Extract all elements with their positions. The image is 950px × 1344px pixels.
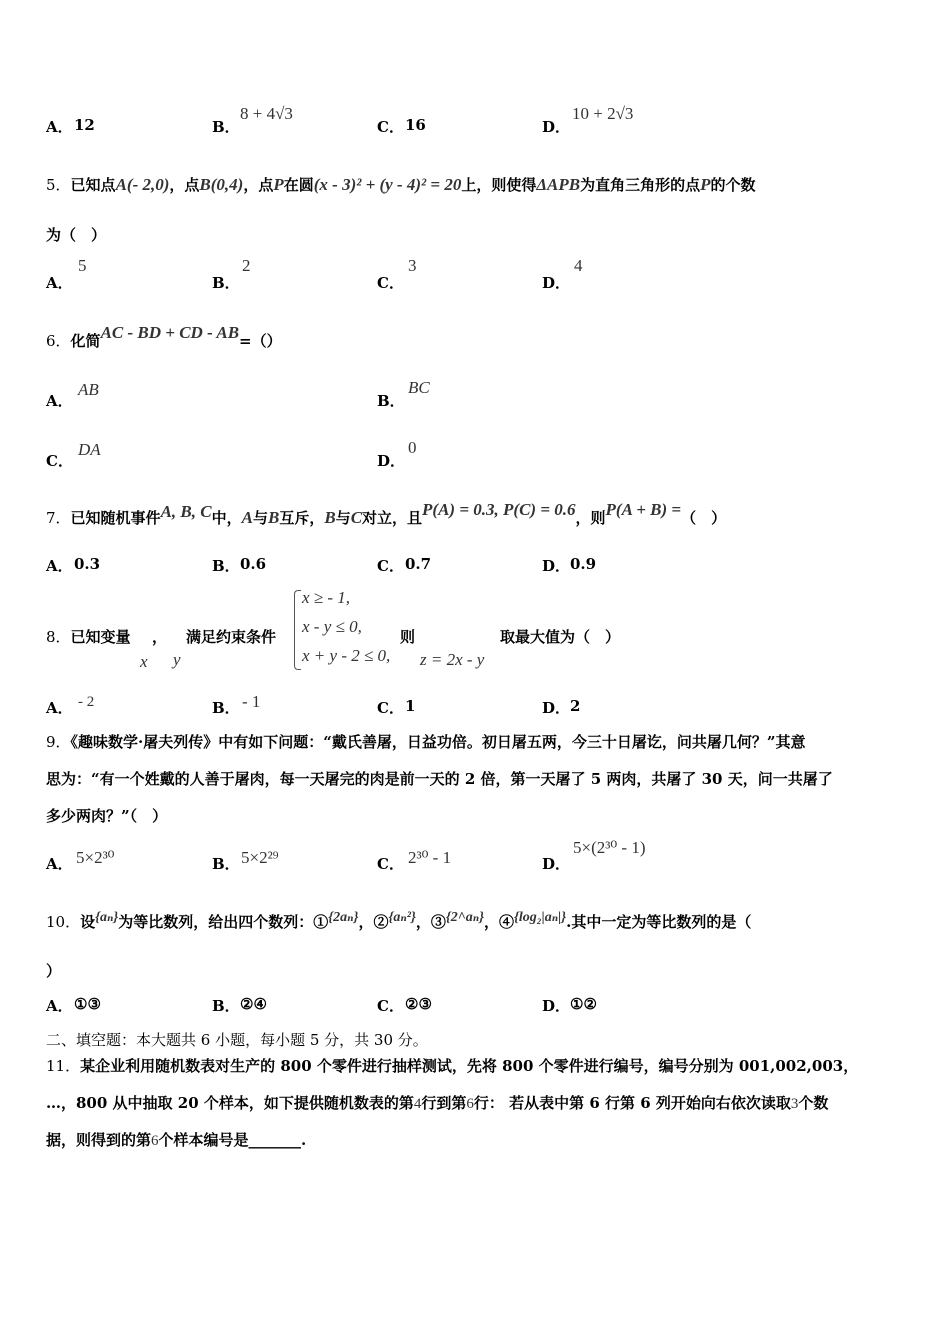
q5-math-p2: P bbox=[700, 175, 711, 194]
q8-option-b-label: B． bbox=[212, 699, 240, 717]
q5-option-d-label: D． bbox=[542, 274, 571, 292]
q11-text: 某企业利用随机数表对生产的 800 个零件进行抽样测试，先将 800 个零件进行编号，编号分别为 001,002,003， bbox=[80, 1057, 859, 1075]
q9-stem-line2: 思为：“有一个姓戴的人善于屠肉，每一天屠完的肉是前一天的 2 倍，第一天屠了 5 两肉，共屠了 30 天，问一共屠了 bbox=[46, 770, 833, 788]
q6-option-d-value: 0 bbox=[408, 438, 417, 457]
q9-option-c-value: 2³⁰ - 1 bbox=[408, 848, 452, 867]
q8-option-c-label: C． bbox=[377, 699, 404, 717]
q9-option-c-label: C． bbox=[377, 855, 404, 873]
q7-math-c: C bbox=[350, 508, 363, 527]
q10-option-c-label: C． bbox=[377, 997, 404, 1015]
q10-option-a-label: A． bbox=[46, 997, 73, 1015]
q10-text: ，③ bbox=[415, 913, 446, 931]
q11-text: 个数 bbox=[798, 1094, 829, 1112]
q5-option-b-value: 2 bbox=[242, 256, 251, 275]
q5-stem-line2: 为（ ） bbox=[46, 226, 107, 244]
q5-number: 5． bbox=[46, 176, 71, 194]
q7-text: ，则 bbox=[575, 509, 606, 527]
q11-text: 行到第 bbox=[421, 1094, 467, 1112]
q10-text: ，② bbox=[358, 913, 389, 931]
q10-stem-line2: ） bbox=[46, 962, 62, 980]
q5-text: 已知点 bbox=[70, 176, 116, 194]
q9-number: 9． bbox=[46, 733, 71, 751]
q7-text: 已知随机事件 bbox=[70, 509, 161, 527]
q7-text: 与 bbox=[335, 509, 351, 527]
q8-option-d-value: 2 bbox=[570, 697, 581, 715]
q8-then: 则 bbox=[400, 628, 416, 646]
q11-text: 据，则得到的第 bbox=[46, 1131, 152, 1149]
q8-option-b-value: - 1 bbox=[242, 692, 261, 711]
q11-text: 行： 若从表中第 6 行第 6 列开始向右依次读取 bbox=[473, 1094, 791, 1112]
q6-option-c-value: DA bbox=[78, 440, 101, 459]
q9-text: 《趣味数学·屠夫列传》中有如下问题：“戴氏善屠，日益功倍。初日屠五两，今三十日屠讫，问共屠几何？”其意 bbox=[70, 733, 806, 751]
q5-option-a-label: A． bbox=[46, 274, 73, 292]
q7-option-d-label: D． bbox=[542, 557, 571, 575]
q9-stem-line3: 多少两肉？”（ ） bbox=[46, 807, 168, 825]
q6-option-a-label: A． bbox=[46, 392, 73, 410]
q10-math-seq3: {2^aₙ} bbox=[445, 910, 484, 925]
q10-math-seq4: {log₂|aₙ|} bbox=[514, 910, 567, 925]
q8-comma: ， bbox=[152, 628, 168, 646]
q7-math-probabilities: P(A) = 0.3, P(C) = 0.6 bbox=[422, 500, 576, 519]
q10-option-b-label: B． bbox=[212, 997, 240, 1015]
q7-number: 7． bbox=[46, 509, 71, 527]
q8-constraint-1: x ≥ - 1, bbox=[302, 588, 351, 607]
q8-constraint-3: x + y - 2 ≤ 0, bbox=[302, 646, 391, 665]
q7-option-b-value: 0.6 bbox=[240, 555, 267, 573]
q10-text: 设 bbox=[80, 913, 96, 931]
q5-text: 在圆 bbox=[283, 176, 314, 194]
q8-variable-x: x bbox=[140, 652, 148, 671]
q10-math-seq1: {2aₙ} bbox=[328, 910, 359, 925]
q5-option-d-value: 4 bbox=[574, 256, 583, 275]
q5-option-a-value: 5 bbox=[78, 256, 87, 275]
q8-objective: z = 2x - y bbox=[420, 650, 485, 669]
q9-option-b-value: 5×2²⁹ bbox=[241, 848, 279, 867]
q8-option-a-value: - 2 bbox=[78, 694, 95, 710]
q5-option-b-label: B． bbox=[212, 274, 240, 292]
q7-math-a: A bbox=[241, 508, 253, 527]
q4-option-c-value: 16 bbox=[405, 116, 426, 134]
q7-math-question: P(A + B) = bbox=[605, 500, 682, 519]
q7-option-a-value: 0.3 bbox=[74, 555, 101, 573]
q7-option-d-value: 0.9 bbox=[570, 555, 597, 573]
q10-text: .其中一定为等比数列的是（ bbox=[566, 913, 752, 931]
q4-option-c-label: C． bbox=[377, 118, 404, 136]
q10-text: ，④ bbox=[484, 913, 515, 931]
q7-option-c-value: 0.7 bbox=[405, 555, 432, 573]
q5-option-c-value: 3 bbox=[408, 256, 417, 275]
q5-math-p: P bbox=[273, 175, 284, 194]
q5-text: 为直角三角形的点 bbox=[580, 176, 701, 194]
q10-option-b-value: ②④ bbox=[240, 995, 267, 1013]
q9-stem-line1 bbox=[46, 731, 806, 752]
q11-math-sixth: 6 bbox=[151, 1133, 159, 1149]
q6-option-a-value: AB bbox=[78, 380, 99, 399]
q7-text: 对立，且 bbox=[362, 509, 423, 527]
q8-constraint-2: x - y ≤ 0, bbox=[302, 617, 362, 636]
q8-stem-start bbox=[46, 626, 131, 647]
q8-text: 已知变量 bbox=[70, 628, 131, 646]
q10-math-an: {aₙ} bbox=[95, 910, 119, 925]
q10-number: 10． bbox=[46, 913, 81, 931]
q10-stem bbox=[46, 911, 751, 932]
q11-stem-line2 bbox=[46, 1092, 828, 1113]
q8-question: 取最大值为（ ） bbox=[500, 628, 621, 646]
q8-constraint-intro: 满足约束条件 bbox=[186, 628, 277, 646]
q6-text: =（） bbox=[239, 332, 282, 350]
q7-option-a-label: A． bbox=[46, 557, 73, 575]
q6-option-b-label: B． bbox=[377, 392, 405, 410]
q11-number: 11． bbox=[46, 1057, 81, 1075]
q5-text: 的个数 bbox=[710, 176, 756, 194]
q10-option-c-value: ②③ bbox=[405, 995, 432, 1013]
q9-option-b-label: B． bbox=[212, 855, 240, 873]
q5-math-triangle: ΔAPB bbox=[536, 175, 581, 194]
q8-constraint-brace bbox=[294, 590, 301, 670]
q4-option-d-label: D． bbox=[542, 118, 571, 136]
q10-math-seq2: {aₙ²} bbox=[388, 910, 416, 925]
q8-option-a-label: A． bbox=[46, 699, 73, 717]
q7-text: 与 bbox=[252, 509, 268, 527]
q11-stem-line1 bbox=[46, 1055, 858, 1076]
q10-option-d-label: D． bbox=[542, 997, 571, 1015]
q4-option-a-value: 12 bbox=[74, 116, 95, 134]
q5-text: ，点 bbox=[169, 176, 200, 194]
q11-text: …，800 从中抽取 20 个样本，如下提供随机数表的第 bbox=[46, 1094, 414, 1112]
q10-text: 为等比数列，给出四个数列：① bbox=[118, 913, 329, 931]
q7-option-b-label: B． bbox=[212, 557, 240, 575]
q5-text: 上，则使得 bbox=[461, 176, 537, 194]
q5-math-a: A(- 2,0) bbox=[115, 175, 170, 194]
q6-stem bbox=[46, 323, 282, 351]
q11-stem-line3 bbox=[46, 1129, 306, 1150]
q6-number: 6． bbox=[46, 332, 71, 350]
q9-option-d-value: 5×(2³⁰ - 1) bbox=[573, 838, 646, 857]
q11-math-row4: 4 bbox=[413, 1096, 422, 1112]
q9-option-a-value: 5×2³⁰ bbox=[76, 848, 115, 867]
q6-text: 化简 bbox=[70, 332, 101, 350]
q5-option-c-label: C． bbox=[377, 274, 404, 292]
q7-text: （ ） bbox=[681, 509, 727, 527]
q5-text: ，点 bbox=[243, 176, 274, 194]
q10-option-d-value: ①② bbox=[570, 995, 597, 1013]
section-heading-fill-in: 二、填空题：本大题共 6 小题，每小题 5 分，共 30 分。 bbox=[46, 1031, 428, 1049]
q8-option-c-value: 1 bbox=[405, 697, 416, 715]
q4-option-a-label: A． bbox=[46, 118, 73, 136]
q11-math-digits: 3 bbox=[790, 1096, 799, 1112]
q9-option-d-label: D． bbox=[542, 855, 571, 873]
q7-stem bbox=[46, 500, 727, 528]
q11-math-row6: 6 bbox=[466, 1096, 474, 1112]
q4-option-d-value: 10 + 2√3 bbox=[572, 104, 634, 123]
q7-math-events: A, B, C bbox=[160, 502, 212, 521]
q4-option-b-label: B． bbox=[212, 118, 240, 136]
q10-option-a-value: ①③ bbox=[74, 995, 101, 1013]
q7-option-c-label: C． bbox=[377, 557, 404, 575]
q4-option-b-value: 8 + 4√3 bbox=[240, 104, 293, 123]
q11-text: 个样本编号是_______. bbox=[158, 1131, 307, 1149]
q8-number: 8． bbox=[46, 628, 71, 646]
q7-text: 互斥， bbox=[279, 509, 325, 527]
q7-math-b: B bbox=[267, 508, 280, 527]
q9-option-a-label: A． bbox=[46, 855, 73, 873]
q6-option-b-value: BC bbox=[408, 378, 430, 397]
q7-text: 中， bbox=[211, 509, 242, 527]
q6-option-c-label: C． bbox=[46, 452, 73, 470]
q6-option-d-label: D． bbox=[377, 452, 406, 470]
q5-math-circle: (x - 3)² + (y - 4)² = 20 bbox=[313, 175, 462, 194]
q8-variable-y: y bbox=[173, 650, 181, 669]
q6-math-expression: AC - BD + CD - AB bbox=[100, 323, 240, 342]
q5-stem bbox=[46, 174, 756, 195]
q5-math-b: B(0,4) bbox=[199, 175, 244, 194]
q8-option-d-label: D． bbox=[542, 699, 571, 717]
q7-math-b2: B bbox=[324, 508, 336, 527]
